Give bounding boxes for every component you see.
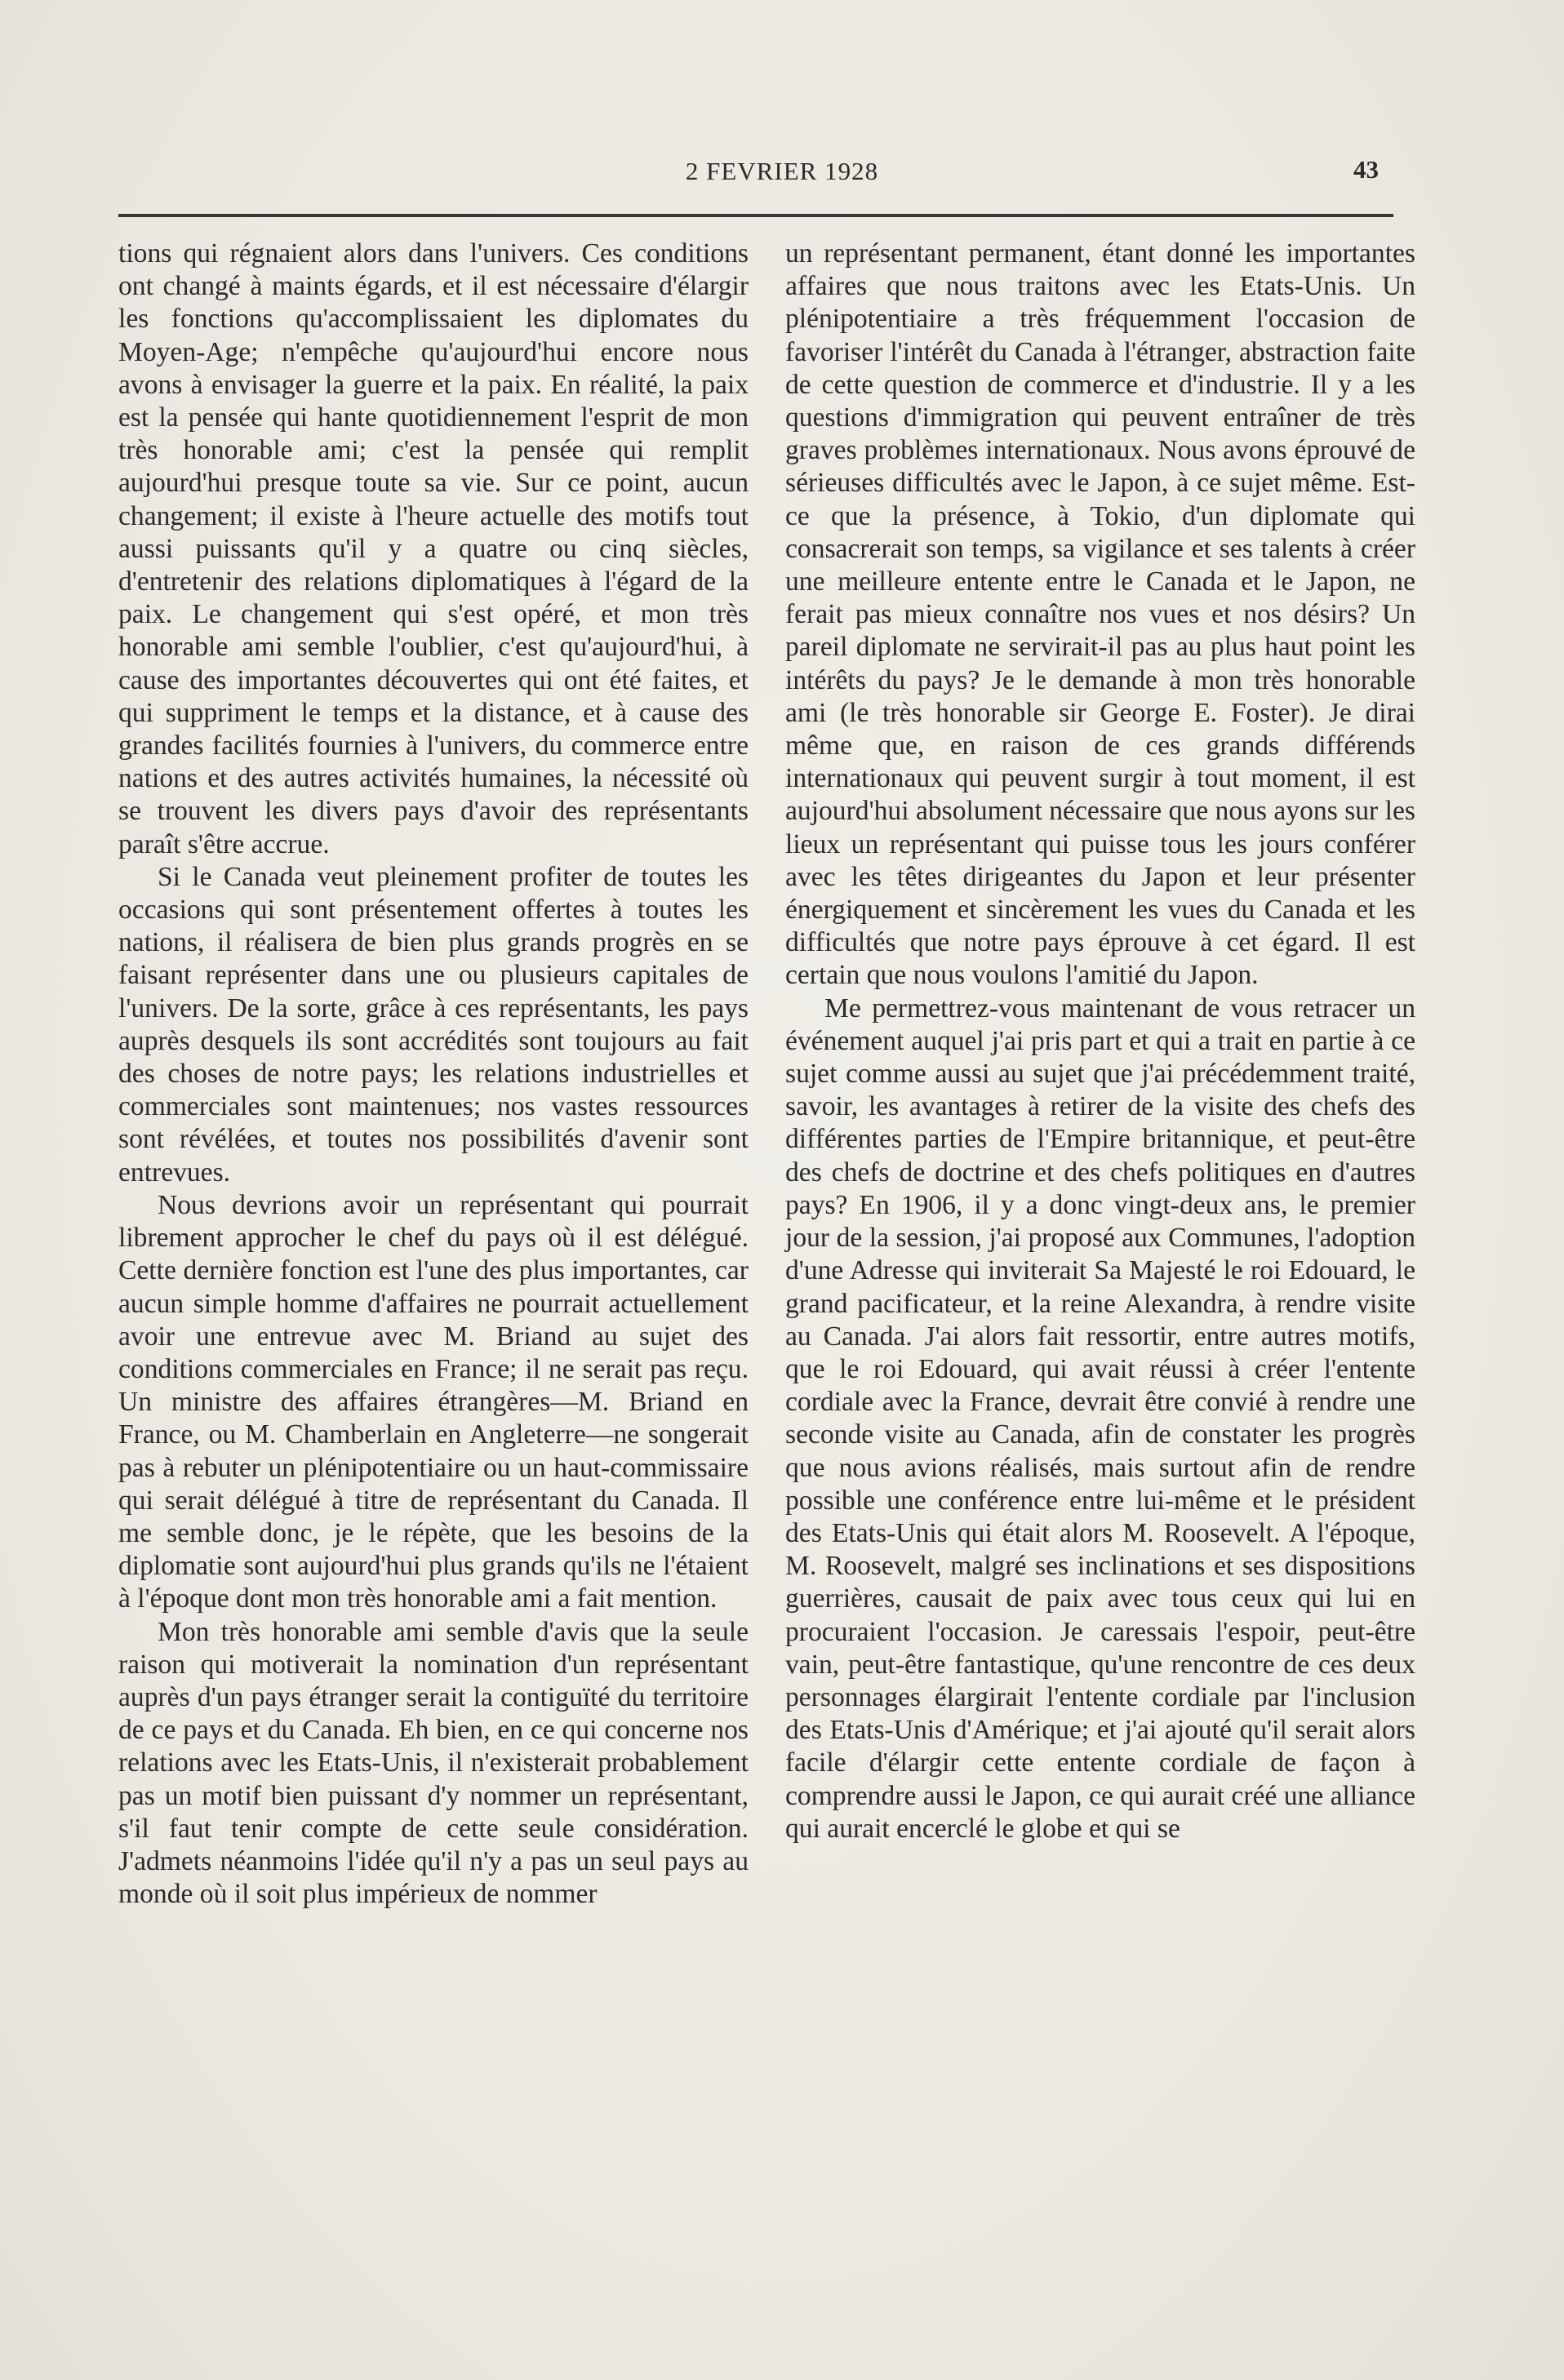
paragraph: Si le Canada veut pleinement profiter de toutes les occasions qui sont présentement offertes à toutes les nations, il réalisera de bien plus grands progrès en se faisant représenter dans une ou plusieurs capitales de l'univers. De la sorte, grâce à ces représentants, les pays auprès desquels ils sont accrédités sont toujours au fait des choses de notre pays; les relations industrielles et commerciales sont maintenues; nos vastes ressources sont révélées, et toutes nos possibilités d'avenir sont entrevues. — [118, 861, 749, 1188]
left-column — [118, 238, 749, 1911]
running-header-date: 2 FEVRIER 1928 — [685, 157, 879, 185]
paragraph: Mon très honorable ami semble d'avis que la seule raison qui motiverait la nomination d'un représentant auprès d'un pays étranger serait la contiguïté du territoire de ce pays et du Canada. Eh bien, en ce qui concerne nos relations avec les Etats-Unis, il n'existerait probablement pas un motif bien puissant d'y nommer un représentant, s'il faut tenir compte de cette seule considération. J'admets néanmoins l'idée qu'il n'y a pas un seul pays au monde où il soit plus impérieux de nommer — [118, 1616, 749, 1910]
header-rule — [118, 214, 1393, 217]
page-number: 43 — [1353, 155, 1379, 184]
paragraph: un représentant permanent, étant donné les importantes affaires que nous traitons avec les Etats-Unis. Un plénipotentiaire a très fréquemment l'occasion de favoriser l'intérêt du Canada à l'étranger, abstraction faite de cette question de commerce et d'industrie. Il y a les questions d'immigration qui peuvent entraîner de très graves problèmes internationaux. Nous avons éprouvé de sérieuses difficultés avec le Japon, à ce sujet même. Est-ce que la présence, à Tokio, d'un diplomate qui consacrerait son temps, sa vigilance et ses talents à créer une meilleure entente entre le Canada et le Japon, ne ferait pas mieux connaître nos vues et nos désirs? Un pareil diplomate ne servirait-il pas au plus haut point les intérêts du pays? Je le demande à mon très honorable ami (le très honorable sir George E. Foster). Je dirai même que, en raison de ces grands différends internationaux qui peuvent surgir à tout moment, il est aujourd'hui absolument nécessaire que nous ayons sur les lieux un représentant qui puisse tous les jours conférer avec les têtes dirigeantes du Japon et leur présenter énergiquement et sincèrement les vues du Canada et les difficultés que notre pays éprouve à cet égard. Il est certain que nous voulons l'amitié du Japon. — [785, 238, 1415, 991]
paragraph: Nous devrions avoir un représentant qui pourrait librement approcher le chef du pays où il est délégué. Cette dernière fonction est l'une des plus importantes, car aucun simple homme d'affaires ne pourrait actuellement avoir une entrevue avec M. Briand au sujet des conditions commerciales en France; il ne serait pas reçu. Un ministre des affaires étrangères—M. Briand en France, ou M. Chamberlain en Angleterre—ne songerait pas à rebuter un plénipotentiaire ou un haut-commissaire qui serait délégué à titre de représentant du Canada. Il me semble donc, je le répète, que les besoins de la diplomatie sont aujourd'hui plus grands qu'ils ne l'étaient à l'époque dont mon très honorable ami a fait mention. — [118, 1189, 749, 1614]
paragraph: Me permettrez-vous maintenant de vous retracer un événement auquel j'ai pris part et qui a trait en partie à ce sujet comme aussi au sujet que j'ai précédemment traité, savoir, les avantages à retirer de la visite des chefs des différentes parties de l'Empire britannique, et peut-être des chefs de doctrine et des chefs politiques en d'autres pays? En 1906, il y a donc vingt-deux ans, le premier jour de la session, j'ai proposé aux Communes, l'adoption d'une Adresse qui inviterait Sa Majesté le roi Edouard, le grand pacificateur, et la reine Alexandra, à rendre visite au Canada. J'ai alors fait ressortir, entre autres motifs, que le roi Edouard, qui avait réussi à créer l'entente cordiale avec la France, devrait être convié à rendre une seconde visite au Canada, afin de constater les progrès que nous avions réalisés, mais surtout afin de rendre possible une conférence entre lui-même et le président des Etats-Unis qui était alors M. Roosevelt. A l'époque, M. Roosevelt, malgré ses inclinations et ses dispositions guerrières, causait de paix avec tous ceux qui lui en procuraient l'occasion. Je caressais l'espoir, peut-être vain, peut-être fantastique, qu'une rencontre de ces deux personnages élargirait l'entente cordiale par l'inclusion des Etats-Unis d'Amérique; et j'ai ajouté qu'il serait alors facile d'élargir cette entente cordiale de façon à comprendre aussi le Japon, ce qui aurait créé une alliance qui aurait encerclé le globe et qui se — [785, 992, 1415, 1844]
right-column — [785, 238, 1415, 1845]
paragraph: tions qui régnaient alors dans l'univers. Ces conditions ont changé à maints égards, et il est nécessaire d'élargir les fonctions qu'accomplissaient les diplomates du Moyen-Age; n'empêche qu'aujourd'hui encore nous avons à envisager la guerre et la paix. En réalité, la paix est la pensée qui hante quotidiennement l'esprit de mon très honorable ami; c'est la pensée qui remplit aujourd'hui presque toute sa vie. Sur ce point, aucun changement; il existe à l'heure actuelle des motifs tout aussi puissants qu'il y a quatre ou cinq siècles, d'entretenir des relations diplomatiques à l'égard de la paix. Le changement qui s'est opéré, et mon très honorable ami semble l'oublier, c'est qu'aujourd'hui, à cause des importantes découvertes qui ont été faites, et qui suppriment le temps et la distance, et à cause des grandes facilités fournies à l'univers, du commerce entre nations et des autres activités humaines, la nécessité où se trouvent les divers pays d'avoir des représentants paraît s'être accrue. — [118, 238, 749, 859]
